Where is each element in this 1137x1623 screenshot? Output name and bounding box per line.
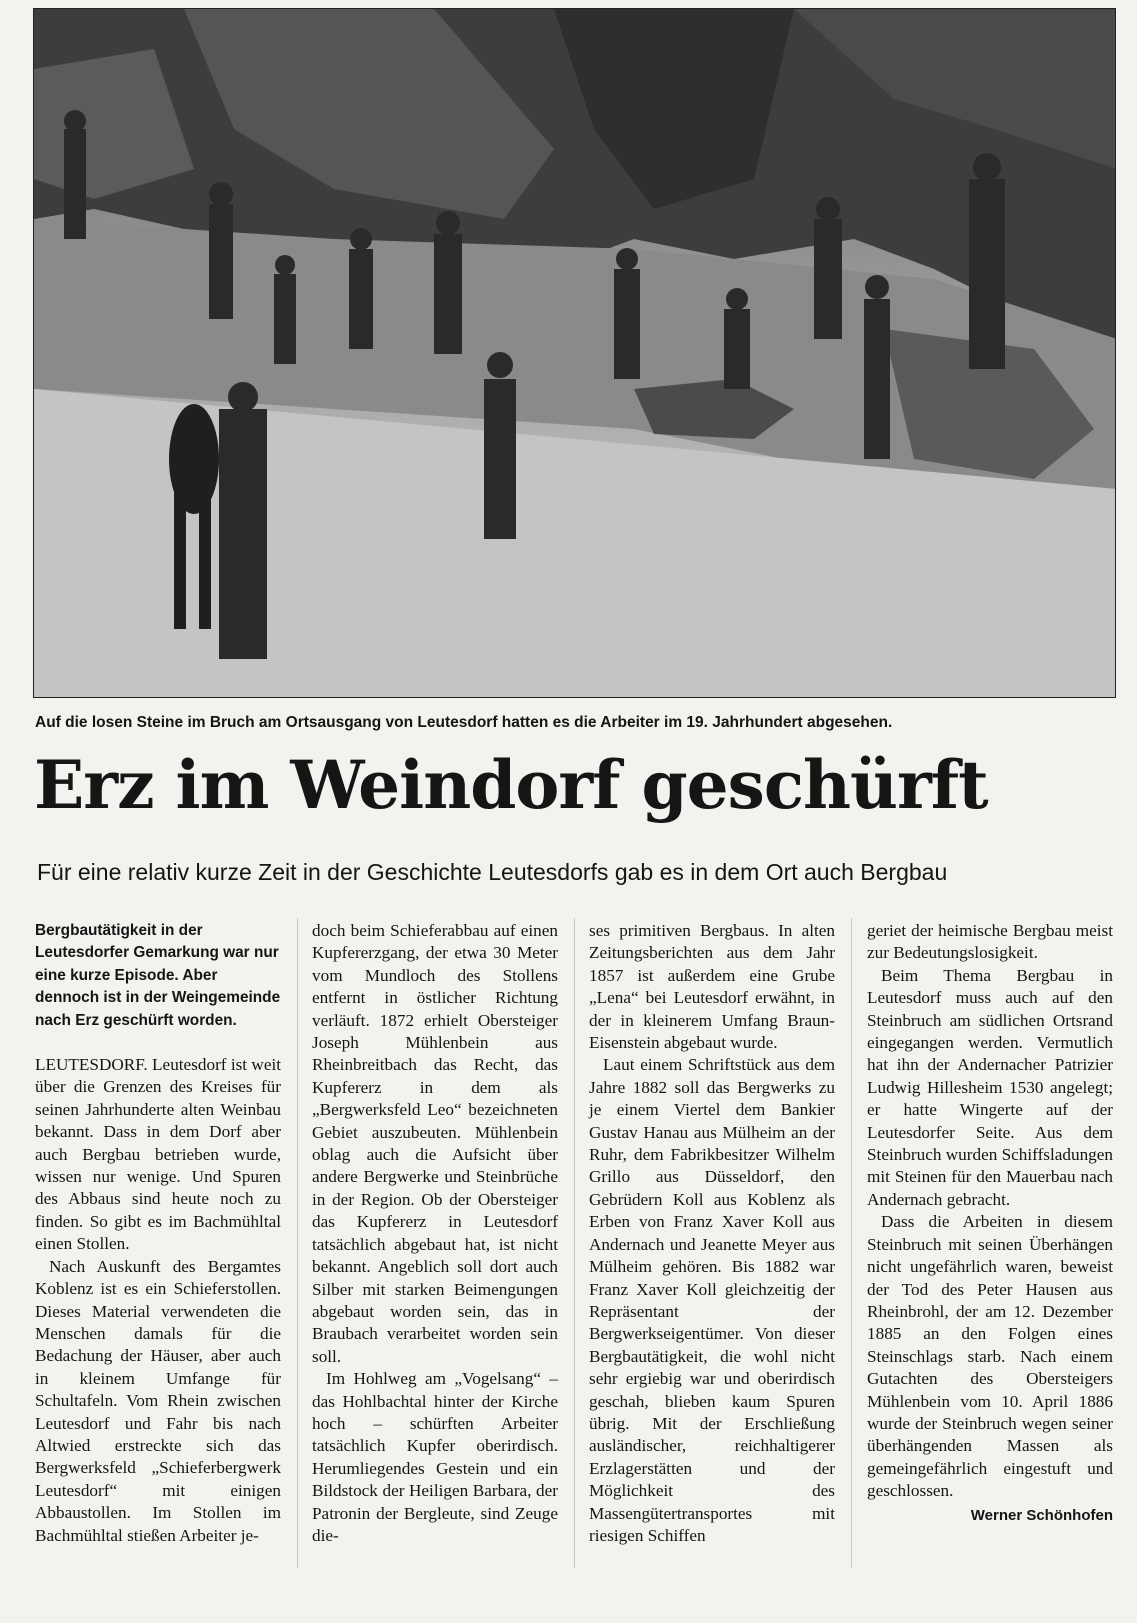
column-divider (297, 918, 298, 1568)
photo-caption: Auf die losen Steine im Bruch am Ortsausgang von Leutesdorf hatten es die Arbeiter im 19. Jahrhundert abgesehen. (35, 714, 893, 731)
article-column-2 (312, 920, 558, 1547)
subheadline: Für eine relativ kurze Zeit in der Geschichte Leutesdorfs gab es in dem Ort auch Bergbau (37, 859, 948, 885)
body-paragraph: Beim Thema Bergbau in Leutesdorf muss auch auf den Steinbruch am südlichen Ortsrand eingegangen werden. Vermutlich hat ihn der Andernacher Patrizier Ludwig Hillesheim 1530 angelegt; er hatte Wingerte auf der Leutesdorfer Seite. Aus dem Steinbruch wurden Schiffsladungen mit Steinen für den Mauerbau nach Andernach gebracht. (867, 965, 1113, 1209)
body-paragraph: ses primitiven Bergbaus. In alten Zeitungsberichten aus dem Jahr 1857 ist außerdem eine Grube „Lena“ bei Leutesdorf erwähnt, in der in kleinerem Umfang Braun-Eisenstein abgebaut wurde. (589, 921, 835, 1053)
author-byline: Werner Schönhofen (970, 1506, 1113, 1524)
body-paragraph: Dass die Arbeiten in diesem Steinbruch mit seinen Überhängen nicht ungefährlich waren, beweist der Tod des Peter Hausen aus Rheinbrohl, der am 12. Dezember 1885 an den Folgen eines Steinschlags starb. Nach einem Gutachten des Obersteigers Mühlenbein vom 10. April 1886 wurde der Steinbruch wegen seiner überhängenden Massen als gemeingefährlich eingestuft und geschlossen. (867, 1212, 1113, 1501)
article-column-1 (35, 920, 281, 1547)
body-paragraph: Nach Auskunft des Bergamtes Koblenz ist es ein Schieferstollen. Dieses Material verwendeten die Menschen damals für die Bedachung der Häuser, aber auch in kleinem Umfange für Schultafeln. Vom Rhein zwischen Leutesdorf und Fahr bis nach Altwied erstreckte sich das Bergwerksfeld „Schieferbergwerk Leutesdorf“ mit einigen Abbaustollen. Im Stollen im Bachmühltal stießen Arbeiter je- (35, 1256, 281, 1545)
body-paragraph: doch beim Schieferabbau auf einen Kupfererzgang, der etwa 30 Meter vom Mundloch des Stollens entfernt in östlicher Richtung verläuft. 1872 erhielt Obersteiger Joseph Mühlenbein aus Rheinbreitbach das Recht, das Kupfererz in dem als „Bergwerksfeld Leo“ bezeichneten Gebiet auszubeuten. Mühlenbein oblag auch die Aufsicht über andere Bergwerke und Steinbrüche in der Region. Ob der Obersteiger das Kupfererz in Leutesdorf tatsächlich abgebaut hat, ist nicht bekannt. Angeblich soll dort auch Silber mit starken Beimengungen abgebaut worden sein, das in Braubach verarbeitet worden sein soll. (312, 921, 558, 1366)
article-column-4 (867, 920, 1113, 1527)
column-divider (574, 918, 575, 1568)
article-column-3 (589, 920, 835, 1547)
column-divider (851, 918, 852, 1568)
quarry-workers-photo (33, 8, 1116, 698)
body-paragraph: Im Hohlweg am „Vogelsang“ – das Hohlbachtal hinter der Kirche hoch – schürften Arbeiter tatsächlich Kupfer oberirdisch. Herumliegendes Gestein und ein Bildstock der Heiligen Barbara, der Patronin der Bergleute, sind Zeuge die- (312, 1369, 558, 1545)
body-paragraph: geriet der heimische Bergbau meist zur Bedeutungslosigkeit. (867, 921, 1113, 963)
body-paragraph: LEUTESDORF. Leutesdorf ist weit über die Grenzen des Kreises für seinen Jahrhunderte alten Weinbau bekannt. Dass in dem Dorf aber auch Bergbau betrieben wurde, wissen nur wenige. Und Spuren des Abbaus sind heute noch zu finden. So gibt es im Bachmühltal einen Stollen. (35, 1055, 281, 1254)
lead-paragraph: Bergbautätigkeit in der Leutesdorfer Gemarkung war nur eine kurze Episode. Aber dennoch ist in der Weingemeinde nach Erz geschürft worden. (35, 922, 281, 1029)
headline: Erz im Weindorf geschürft (34, 746, 988, 824)
body-paragraph: Laut einem Schriftstück aus dem Jahre 1882 soll das Bergwerks zu je einem Viertel dem Bankier Gustav Hanau aus Mülheim an der Ruhr, dem Fabrikbesitzer Wilhelm Grillo aus Düsseldorf, den Gebrüdern Koll aus Koblenz als Erben von Franz Xaver Koll aus Andernach und Jeanette Meyer aus Mülheim gehören. Bis 1882 war Franz Xaver Koll gleichzeitig der Repräsentant der Bergwerkseigentümer. Von dieser Bergbautätigkeit, die wohl nicht sehr ergiebig war und oberirdisch geschah, blieben kaum Spuren übrig. Mit der Erschließung ausländischer, reichhaltigerer Erzlagerstätten und der Möglichkeit des Massengütertransportes mit riesigen Schiffen (589, 1055, 835, 1545)
